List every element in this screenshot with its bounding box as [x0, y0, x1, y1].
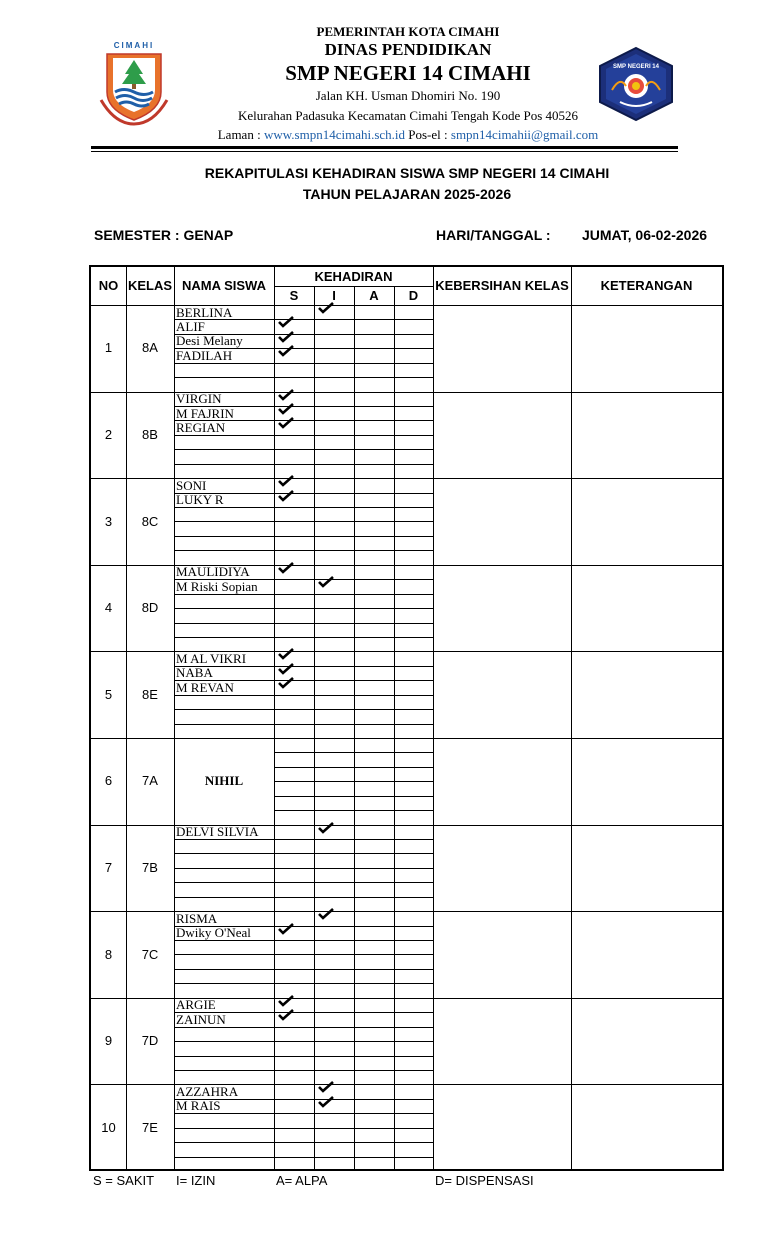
row-divider	[174, 882, 433, 883]
checkmark-icon	[278, 663, 294, 675]
row-divider	[174, 1041, 433, 1042]
row-divider	[174, 1113, 433, 1114]
student-name: M REVAN	[176, 679, 234, 695]
legend-izin: I= IZIN	[176, 1173, 216, 1188]
checkmark-icon	[278, 475, 294, 487]
report-title: REKAPITULASI KEHADIRAN SISWA SMP NEGERI 14 CIMAHI	[204, 165, 610, 181]
column-divider	[433, 267, 434, 1169]
checkmark-icon	[278, 677, 294, 689]
row-divider	[174, 1157, 433, 1158]
student-name: DELVI SILVIA	[176, 824, 259, 840]
row-number: 4	[104, 600, 113, 616]
student-name: M AL VIKRI	[176, 650, 247, 666]
student-name: MAULIDIYA	[176, 564, 250, 580]
legend	[0, 1173, 768, 1193]
checkmark-icon	[278, 562, 294, 574]
report-subtitle: TAHUN PELAJARAN 2025-2026	[302, 186, 512, 202]
school-address: Jalan KH. Usman Dhomiri No. 190	[315, 88, 501, 103]
checkmark-icon	[278, 345, 294, 357]
student-name: FADILAH	[176, 347, 233, 363]
row-divider	[174, 550, 433, 551]
row-number: 1	[104, 340, 113, 356]
row-divider	[174, 594, 433, 595]
attendance-table	[89, 265, 724, 1171]
class-name: 7C	[141, 946, 159, 962]
row-divider	[174, 608, 433, 609]
row-divider	[274, 781, 433, 782]
student-name: RISMA	[176, 910, 218, 926]
checkmark-icon	[318, 302, 334, 314]
student-name: ZAINUN	[176, 1011, 226, 1027]
school-logo	[596, 46, 676, 122]
row-divider	[174, 724, 433, 725]
row-number: 7	[104, 859, 113, 875]
row-divider	[174, 363, 433, 364]
checkmark-icon	[278, 403, 294, 415]
school-village: Kelurahan Padasuka Kecamatan Cimahi Tengah Kode Pos 40526	[237, 108, 578, 123]
row-divider	[174, 969, 433, 970]
class-name: 7E	[142, 1119, 158, 1135]
class-name: 7A	[142, 773, 158, 789]
class-name: 8A	[142, 340, 158, 356]
class-name: 8E	[142, 686, 158, 702]
row-divider	[174, 319, 433, 320]
row-divider	[274, 810, 433, 811]
email-link[interactable]: smpn14cimahii@gmail.com	[450, 127, 599, 142]
row-divider	[174, 377, 433, 378]
row-divider	[174, 449, 433, 450]
student-name: ALIF	[176, 318, 205, 334]
header-sakit: S	[289, 288, 299, 303]
row-divider	[174, 536, 433, 537]
checkmark-icon	[278, 417, 294, 429]
legend-sakit: S = SAKIT	[93, 1173, 155, 1188]
student-name: REGIAN	[176, 419, 226, 435]
class-name: 7D	[141, 1033, 159, 1049]
row-divider	[174, 507, 433, 508]
website-link[interactable]: www.smpn14cimahi.sch.id	[263, 127, 406, 142]
row-divider	[174, 623, 433, 624]
header-nama-siswa: NAMA SISWA	[181, 278, 267, 293]
student-name: Dwiky O'Neal	[176, 925, 251, 941]
row-number: 3	[104, 513, 113, 529]
checkmark-icon	[318, 576, 334, 588]
header-dispensasi: D	[408, 288, 419, 303]
legend-alpa: A= ALPA	[276, 1173, 328, 1188]
row-divider	[174, 954, 433, 955]
row-number: 10	[101, 1119, 116, 1135]
date-value: JUMAT, 06-02-2026	[582, 227, 708, 243]
row-divider	[174, 435, 433, 436]
logo-school-text: SMP NEGERI 14	[613, 64, 659, 70]
nihil-label: NIHIL	[204, 773, 244, 789]
row-divider	[274, 752, 433, 753]
row-number: 5	[104, 686, 113, 702]
government-name: PEMERINTAH KOTA CIMAHI	[316, 24, 500, 39]
checkmark-icon	[278, 331, 294, 343]
checkmark-icon	[318, 908, 334, 920]
letterhead-rule-thick	[91, 146, 678, 149]
date-label: HARI/TANGGAL :	[436, 227, 551, 243]
row-divider	[174, 637, 433, 638]
row-divider	[174, 868, 433, 869]
class-name: 7B	[142, 859, 158, 875]
student-name: M RAIS	[176, 1098, 221, 1114]
student-name: Desi Melany	[176, 333, 243, 349]
row-divider	[174, 1128, 433, 1129]
checkmark-icon	[318, 1096, 334, 1108]
checkmark-icon	[278, 316, 294, 328]
school-name: SMP NEGERI 14 CIMAHI	[285, 61, 531, 85]
row-number: 6	[104, 773, 113, 789]
row-number: 9	[104, 1033, 113, 1049]
row-divider	[174, 709, 433, 710]
checkmark-icon	[278, 923, 294, 935]
department-name: DINAS PENDIDIKAN	[324, 40, 492, 59]
student-name: M FAJRIN	[176, 405, 234, 421]
class-name: 8C	[141, 513, 159, 529]
student-name: ARGIE	[176, 997, 216, 1013]
header-kehadiran: KEHADIRAN	[314, 269, 393, 284]
row-divider	[274, 796, 433, 797]
column-divider	[314, 286, 315, 1169]
checkmark-icon	[278, 648, 294, 660]
row-divider	[174, 1070, 433, 1071]
group-divider	[91, 738, 722, 739]
row-divider	[274, 767, 433, 768]
column-divider	[274, 267, 275, 1169]
header-kelas: KELAS	[127, 278, 173, 293]
row-divider	[174, 521, 433, 522]
column-divider	[394, 286, 395, 1169]
student-name: SONI	[176, 477, 207, 493]
row-divider	[174, 695, 433, 696]
student-name: LUKY R	[176, 492, 224, 508]
class-name: 8D	[141, 600, 159, 616]
checkmark-icon	[278, 995, 294, 1007]
header-keterangan: KETERANGAN	[600, 278, 693, 293]
email-label: Pos-el :	[405, 127, 451, 142]
semester-label: SEMESTER : GENAP	[94, 227, 234, 243]
checkmark-icon	[278, 1009, 294, 1021]
row-divider	[174, 1027, 433, 1028]
row-number: 8	[104, 946, 113, 962]
student-name: NABA	[176, 665, 213, 681]
row-divider	[174, 464, 433, 465]
logo-cimahi-text: CIMAHI	[113, 41, 155, 50]
header-kebersihan-kelas: KEBERSIHAN KELAS	[435, 278, 569, 293]
row-divider	[174, 940, 433, 941]
legend-dispensasi: D= DISPENSASI	[435, 1173, 534, 1188]
column-divider	[174, 267, 175, 1169]
student-name: BERLINA	[176, 304, 233, 320]
class-name: 8B	[142, 426, 158, 442]
checkmark-icon	[278, 389, 294, 401]
letterhead	[0, 0, 768, 160]
row-divider	[174, 1142, 433, 1143]
column-divider	[571, 267, 572, 1169]
row-divider	[174, 897, 433, 898]
web-label: Laman :	[217, 127, 264, 142]
student-name: VIRGIN	[176, 391, 222, 407]
letterhead-rule-thin	[91, 151, 678, 152]
row-divider	[174, 1056, 433, 1057]
contact-line	[48, 127, 768, 143]
checkmark-icon	[318, 1081, 334, 1093]
student-name: M Riski Sopian	[176, 578, 258, 594]
column-divider	[354, 286, 355, 1169]
row-divider	[174, 853, 433, 854]
header-izin: I	[332, 288, 336, 303]
student-name: AZZAHRA	[176, 1083, 239, 1099]
row-number: 2	[104, 426, 113, 442]
header-alpa: A	[369, 288, 379, 303]
header-no: NO	[98, 278, 119, 293]
row-divider	[174, 983, 433, 984]
row-divider	[174, 839, 433, 840]
checkmark-icon	[278, 490, 294, 502]
checkmark-icon	[318, 822, 334, 834]
